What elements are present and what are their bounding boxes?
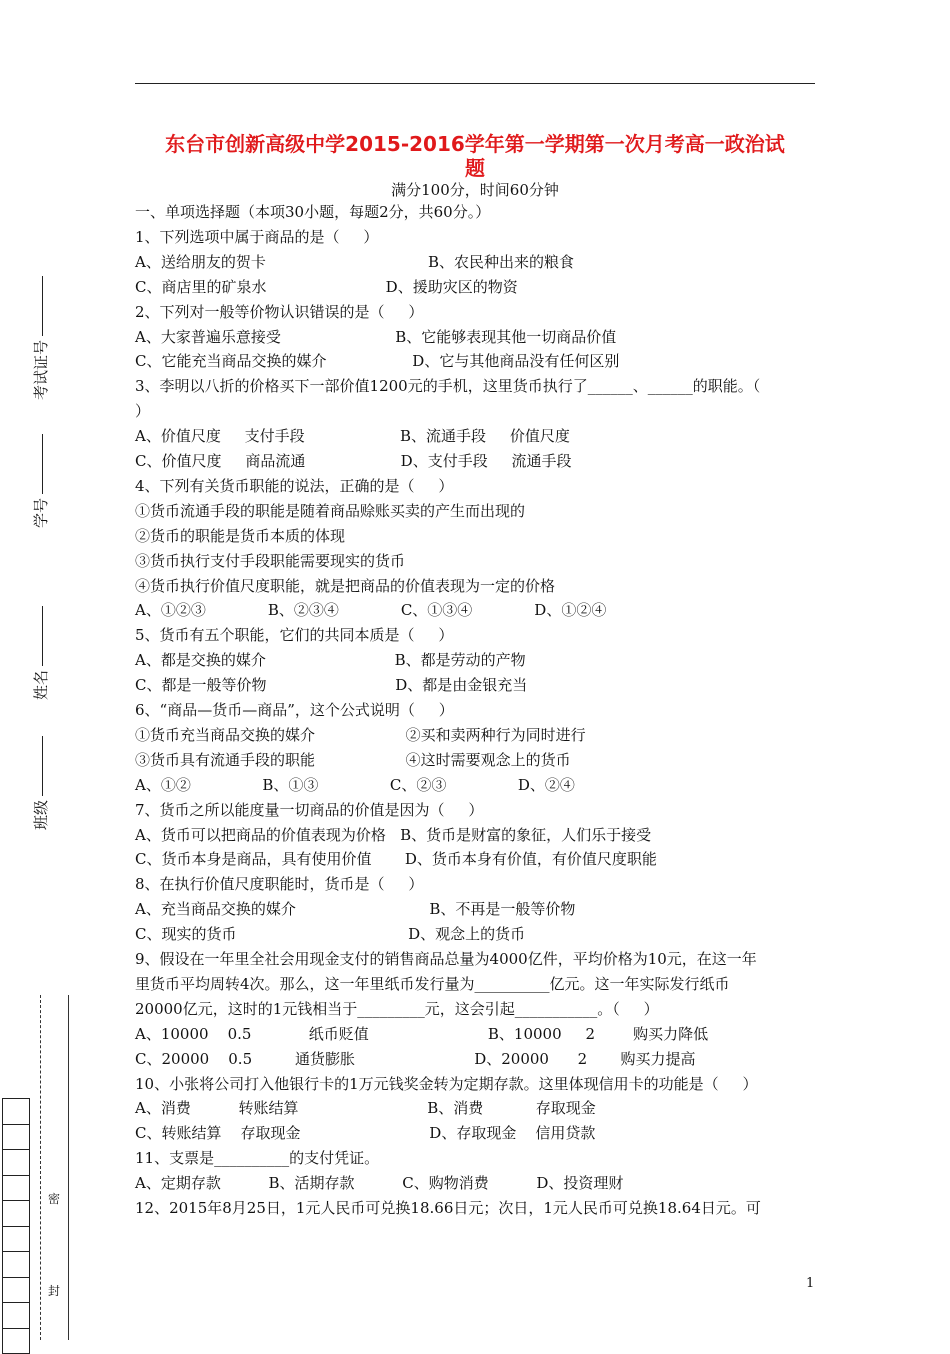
text-line: A、消费 转账结算 B、消费 存取现金 (135, 1099, 596, 1118)
text-line: A、①②③ B、②③④ C、①③④ D、①②④ (135, 601, 607, 620)
side-label-exam-no (30, 276, 51, 400)
class-blank (42, 736, 43, 796)
text-line: A、大家普遍乐意接受 B、它能够表现其他一切商品价值 (135, 327, 617, 346)
page-number: 1 (806, 1276, 815, 1291)
text-line: C、货币本身是商品，具有使用价值 D、货币本身有价值，有价值尺度职能 (135, 850, 657, 869)
text-line: 2、下列对一般等价物认识错误的是（ ） (135, 302, 424, 321)
text-line: 8、在执行价值尺度职能时，货币是（ ） (135, 875, 424, 894)
text-line: 9、假设在一年里全社会用现金支付的销售商品总量为4000亿件，平均价格为10元，在这一年 (135, 950, 757, 968)
text-line: A、货币可以把商品的价值表现为价格 B、货币是财富的象征，人们乐于接受 (135, 825, 652, 844)
text-line: ②货币的职能是货币本质的体现 (135, 526, 346, 545)
text-line: A、充当商品交换的媒介 B、不再是一般等价物 (135, 900, 576, 919)
text-line: ①货币流通手段的职能是随着商品赊账买卖的产生而出现的 (135, 501, 526, 520)
text-line: ③货币执行支付手段职能需要现实的货币 (135, 551, 406, 570)
text-line: C、商店里的矿泉水 D、援助灾区的物资 (135, 277, 518, 296)
seal-dashed-line (40, 995, 41, 1340)
text-line: A、都是交换的媒介 B、都是劳动的产物 (135, 651, 526, 670)
exam-no-label: 考试证号 (32, 339, 50, 400)
text-line: C、价值尺度 商品流通 D、支付手段 流通手段 (135, 452, 572, 470)
text-line: C、现实的货币 D、观念上的货币 (135, 925, 526, 944)
student-no-blank (42, 434, 43, 494)
text-line: C、转账结算 存取现金 D、存取现金 信用贷款 (135, 1124, 596, 1143)
text-line: 20000亿元，这时的1元钱相当于_________元，这会引起___________。（ ） (135, 999, 659, 1018)
class-label: 班级 (32, 799, 50, 830)
text-line: ） (135, 402, 151, 421)
text-line: 7、货币之所以能度量一切商品的价值是因为（ ） (135, 800, 484, 819)
text-line: ①货币充当商品交换的媒介 ②买和卖两种行为同时进行 (135, 725, 586, 744)
text-line: 里货币平均周转4次。那么，这一年里纸币发行量为__________亿元。这一年实际发行纸币 (135, 974, 730, 993)
text-line: 一、单项选择题（本项30小题，每题2分，共60分。） (135, 203, 491, 221)
text-line: 3、李明以八折的价格买下一部价值1200元的手机，这里货币执行了______、______的职能。（ (135, 377, 761, 396)
text-line: C、都是一般等价物 D、都是由金银充当 (135, 676, 528, 695)
text-line: 6、“商品—货币—商品”，这个公式说明（ ） (135, 701, 454, 719)
side-label-class (30, 736, 51, 830)
text-line: A、①② B、①③ C、②③ D、②④ (135, 775, 575, 794)
student-no-label: 学号 (32, 497, 50, 528)
side-label-student-no (30, 434, 51, 528)
text-line: 4、下列有关货币职能的说法，正确的是（ ） (135, 476, 454, 495)
seal-solid-line (68, 995, 69, 1340)
text-line: A、定期存款 B、活期存款 C、购物消费 D、投资理财 (135, 1174, 624, 1193)
text-line: A、10000 0.5 纸币贬值 B、10000 2 购买力降低 (135, 1024, 709, 1043)
name-label: 姓名 (32, 669, 50, 700)
exam-subtitle: 满分100分，时间60分钟 (391, 181, 559, 199)
text-line: 10、小张将公司打入他银行卡的1万元钱奖金转为定期存款。这里体现信用卡的功能是（ ） (135, 1074, 758, 1093)
name-blank (42, 606, 43, 666)
text-line: ④货币执行价值尺度职能，就是把商品的价值表现为一定的价格 (135, 576, 556, 595)
side-label-name (30, 606, 51, 700)
seal-char-mi: 密 (48, 1192, 61, 1206)
text-line: 12、2015年8月25日，1元人民币可兑换18.66日元；次日，1元人民币可兑换18.64日元。可 (135, 1199, 761, 1217)
text-line: 11、支票是__________的支付凭证。 (135, 1149, 380, 1168)
page-title-continued: 题 (465, 156, 485, 180)
text-line: ③货币具有流通手段的职能 ④这时需要观念上的货币 (135, 750, 571, 769)
text-line: 1、下列选项中属于商品的是（ ） (135, 227, 379, 246)
exam-no-blank (42, 276, 43, 336)
text-line: A、价值尺度 支付手段 B、流通手段 价值尺度 (135, 427, 570, 446)
text-line: C、20000 0.5 通货膨胀 D、20000 2 购买力提高 (135, 1049, 696, 1068)
header-rule (135, 83, 815, 84)
page-title: 东台市创新高级中学2015-2016学年第一学期第一次月考高一政治试 (165, 132, 785, 156)
seal-grid (2, 1098, 30, 1354)
text-line: C、它能充当商品交换的媒介 D、它与其他商品没有任何区别 (135, 352, 620, 371)
text-line: A、送给朋友的贺卡 B、农民种出来的粮食 (135, 252, 574, 271)
seal-char-feng: 封 (48, 1284, 61, 1298)
text-line: 5、货币有五个职能，它们的共同本质是（ ） (135, 626, 454, 645)
